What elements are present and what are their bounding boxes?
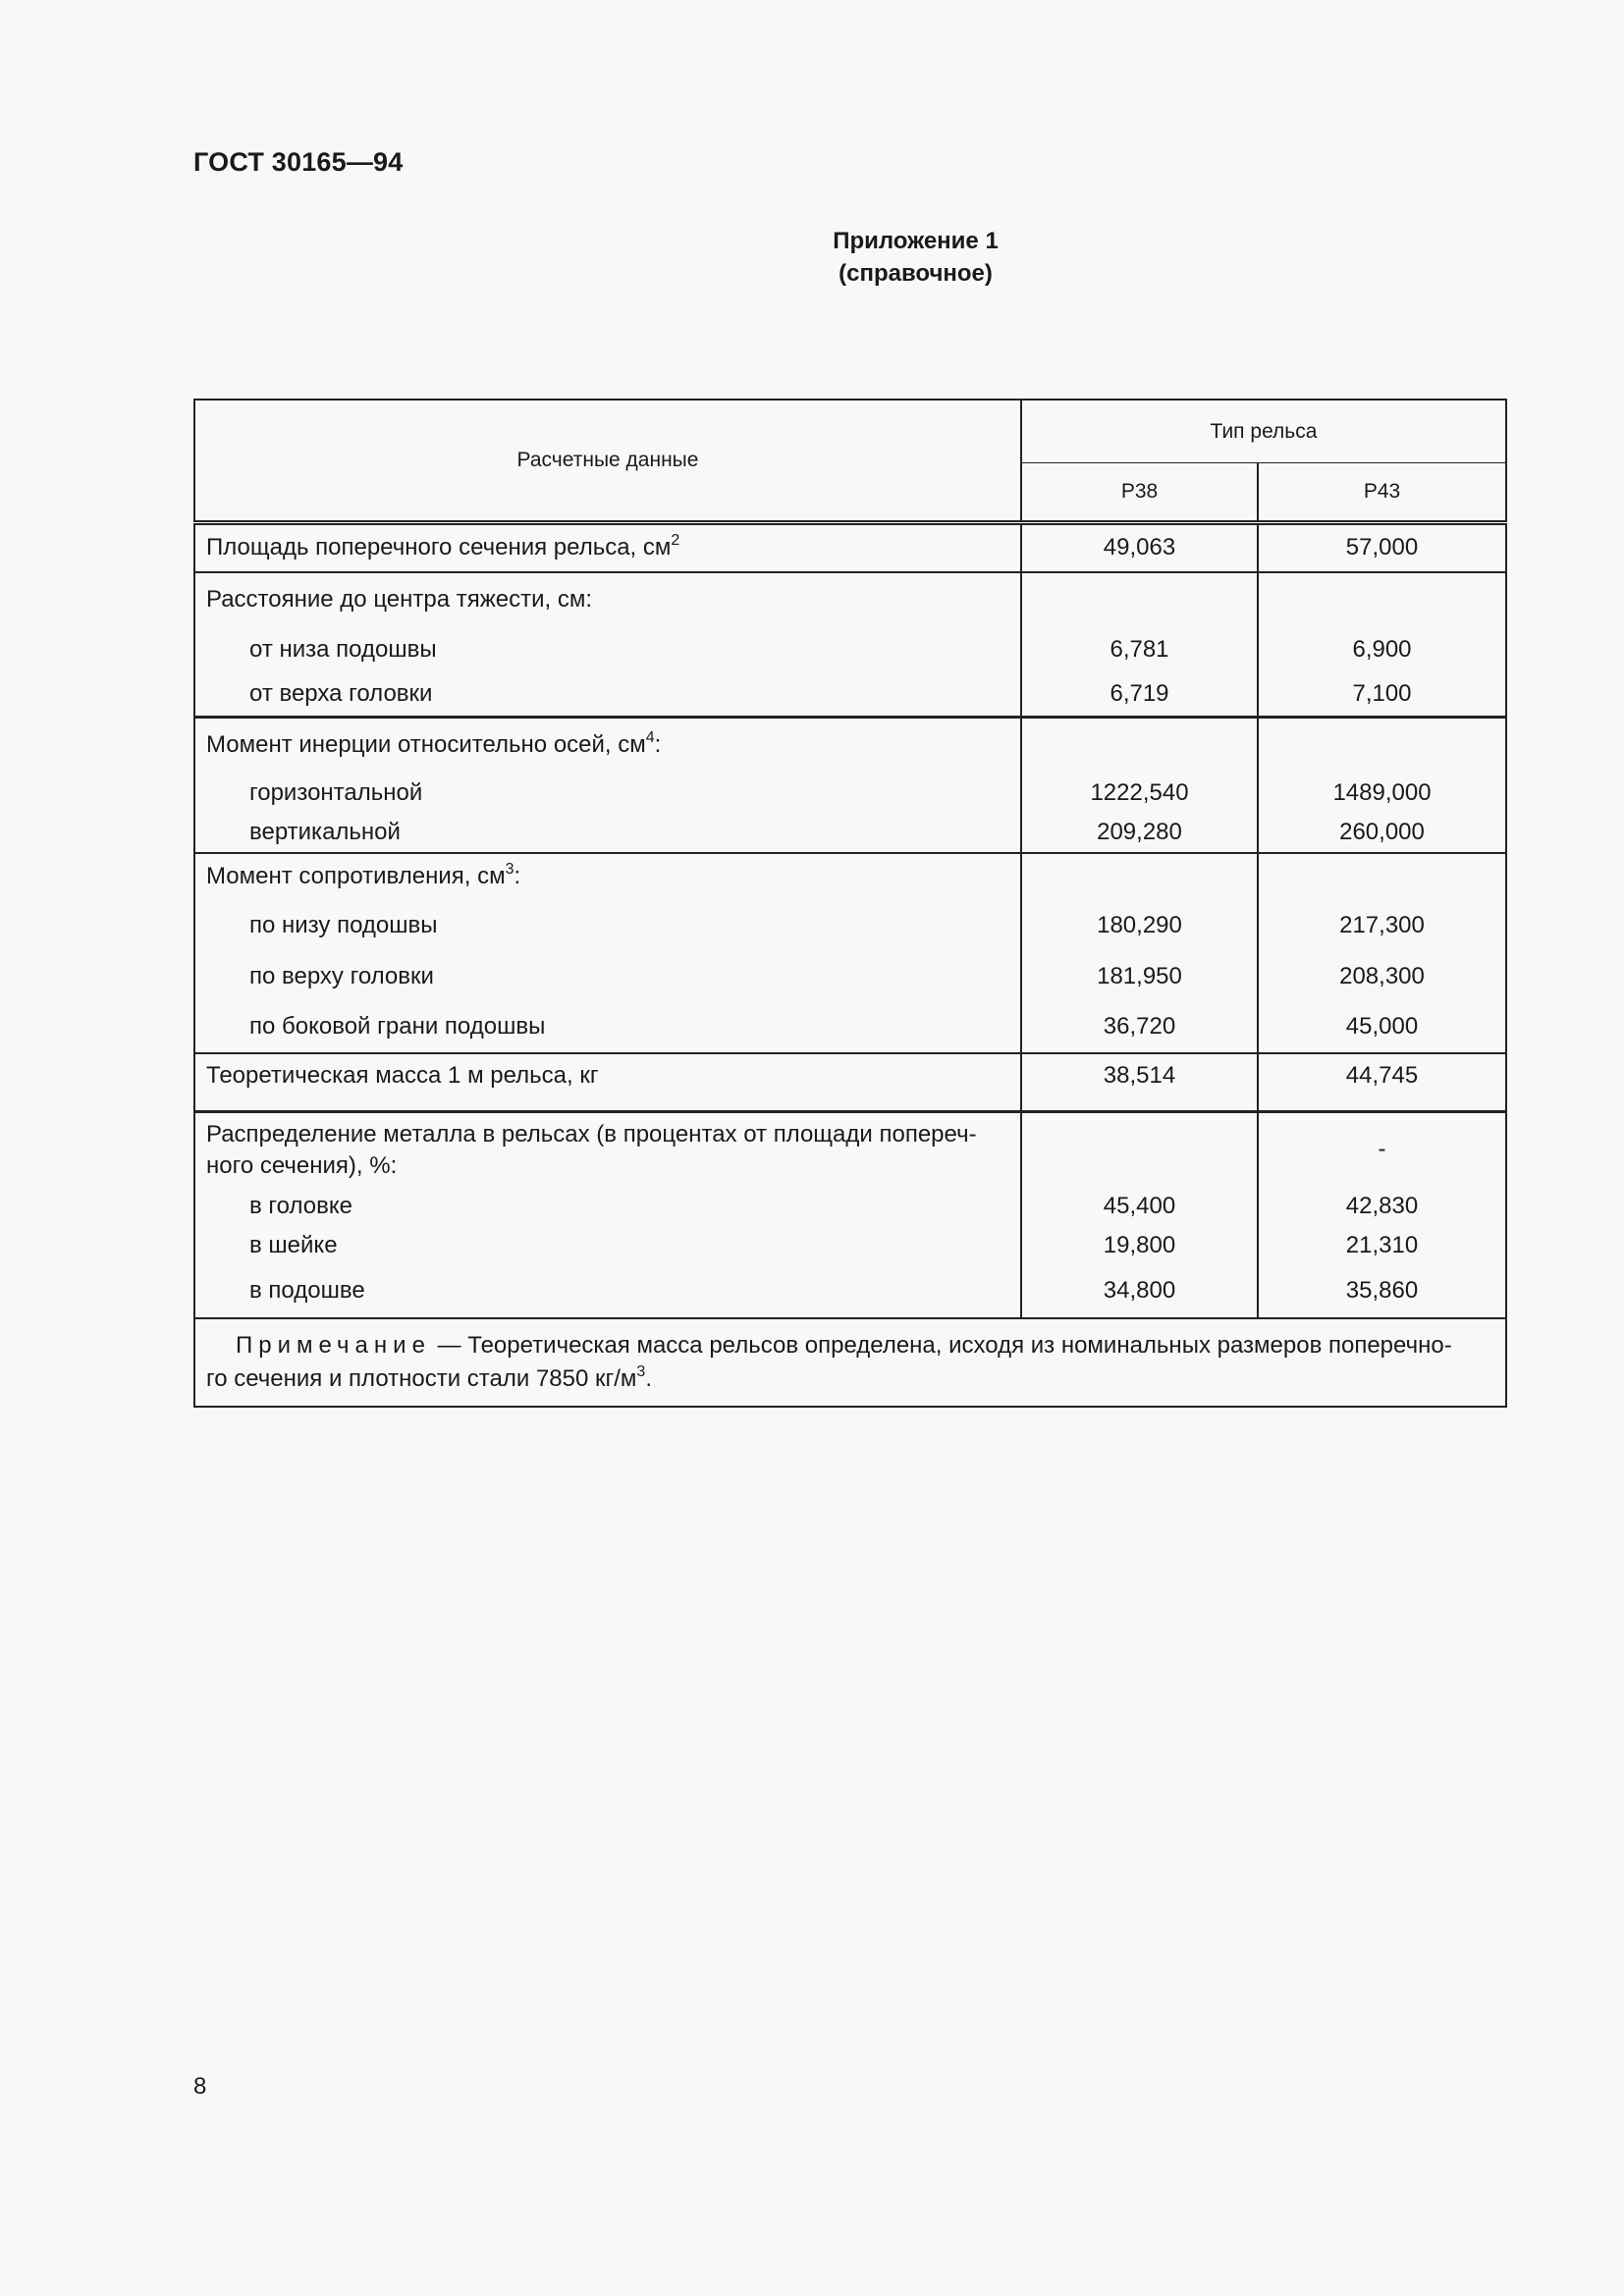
note-text-line2: го сечения и плотности стали 7850 кг/м — [206, 1364, 637, 1392]
row-label-inertia: Момент инерции относительно осей, $см^4$: — [194, 718, 1021, 773]
row-label-resistance-side: по боковой грани подошвы — [194, 1002, 1021, 1053]
cell-centroid-bottom-p38: 6,781 — [1021, 627, 1258, 672]
table-row — [194, 1187, 1506, 1226]
row-label-distribution-head: в головке — [194, 1187, 1021, 1226]
column-header-p43: Р43 — [1258, 463, 1506, 523]
cell-resistance-head-p38: 181,950 — [1021, 951, 1258, 1002]
row-label-inertia-vertical: вертикальной — [194, 814, 1021, 853]
table-row — [194, 627, 1506, 672]
row-label-centroid-top: от верха головки — [194, 672, 1021, 718]
rail-data-table — [193, 399, 1507, 1408]
row-label-centroid-bottom: от низа подошвы — [194, 627, 1021, 672]
appendix-heading — [0, 225, 1624, 290]
row-label-mass: Теоретическая масса 1 м рельса, кг — [194, 1053, 1021, 1112]
note-text-line1: — Теоретическая масса рельсов определена, исходя из номинальных размеров поперечно- — [430, 1331, 1452, 1359]
column-header-label: Расчетные данные — [194, 400, 1021, 523]
table-row — [194, 773, 1506, 814]
table-row — [194, 814, 1506, 853]
table-row — [194, 853, 1506, 900]
table-row — [194, 951, 1506, 1002]
cell-inertia-vertical-p43: 260,000 — [1258, 814, 1506, 853]
table-row — [194, 672, 1506, 718]
cell-resistance-side-p38: 36,720 — [1021, 1002, 1258, 1053]
note-prefix: Примечание — [236, 1331, 431, 1359]
cell-distribution-p43-dash: - — [1258, 1112, 1506, 1187]
cell-distribution-foot-p43: 35,860 — [1258, 1265, 1506, 1318]
cell-resistance-base-p43: 217,300 — [1258, 900, 1506, 951]
cell-resistance-side-p43: 45,000 — [1258, 1002, 1506, 1053]
table-row — [194, 900, 1506, 951]
table-row — [194, 1226, 1506, 1265]
cell-resistance-head-p43: 208,300 — [1258, 951, 1506, 1002]
cell-mass-p38: 38,514 — [1021, 1053, 1258, 1112]
table-row — [194, 523, 1506, 572]
column-header-p38: Р38 — [1021, 463, 1258, 523]
row-label-distribution-foot: в подошве — [194, 1265, 1021, 1318]
row-label-area: Площадь поперечного сечения рельса, $см^2$ — [194, 523, 1021, 572]
table-row — [194, 718, 1506, 773]
cell-distribution-head-p43: 42,830 — [1258, 1187, 1506, 1226]
cell-distribution-head-p38: 45,400 — [1021, 1187, 1258, 1226]
document-code: ГОСТ 30165—94 — [193, 147, 404, 177]
cell-centroid-top-p43: 7,100 — [1258, 672, 1506, 718]
cell-centroid-top-p38: 6,719 — [1021, 672, 1258, 718]
cell-distribution-web-p43: 21,310 — [1258, 1226, 1506, 1265]
cell-mass-p43: 44,745 — [1258, 1053, 1506, 1112]
table-note: Примечание — Теоретическая масса рельсов определена, исходя из номинальных размеров поперечно- го сечения и плотности стали 7850 $кг/м^3$. — [194, 1318, 1506, 1407]
row-label-centroid: Расстояние до центра тяжести, см: — [194, 572, 1021, 627]
table-row — [194, 1053, 1506, 1112]
cell-area-p38: 49,063 — [1021, 523, 1258, 572]
cell-area-p43: 57,000 — [1258, 523, 1506, 572]
column-header-rail-type: Тип рельса — [1021, 400, 1506, 463]
table-row — [194, 1112, 1506, 1187]
cell-resistance-base-p38: 180,290 — [1021, 900, 1258, 951]
row-label-resistance-base: по низу подошвы — [194, 900, 1021, 951]
cell-inertia-horizontal-p38: 1222,540 — [1021, 773, 1258, 814]
row-label-inertia-horizontal: горизонтальной — [194, 773, 1021, 814]
page-number: 8 — [193, 2073, 207, 2100]
row-label-distribution-web: в шейке — [194, 1226, 1021, 1265]
table-row — [194, 1002, 1506, 1053]
cell-distribution-foot-p38: 34,800 — [1021, 1265, 1258, 1318]
row-label-resistance-head: по верху головки — [194, 951, 1021, 1002]
appendix-subtitle: (справочное) — [839, 260, 993, 287]
row-label-distribution: Распределение металла в рельсах (в процентах от площади попереч- ного сечения), %: — [194, 1112, 1021, 1187]
cell-inertia-vertical-p38: 209,280 — [1021, 814, 1258, 853]
cell-distribution-web-p38: 19,800 — [1021, 1226, 1258, 1265]
appendix-title: Приложение 1 — [833, 228, 999, 254]
row-label-resistance: Момент сопротивления, $см^3$: — [194, 853, 1021, 900]
cell-centroid-bottom-p43: 6,900 — [1258, 627, 1506, 672]
table-row — [194, 1318, 1506, 1407]
table-row — [194, 572, 1506, 627]
cell-inertia-horizontal-p43: 1489,000 — [1258, 773, 1506, 814]
table-row — [194, 1265, 1506, 1318]
